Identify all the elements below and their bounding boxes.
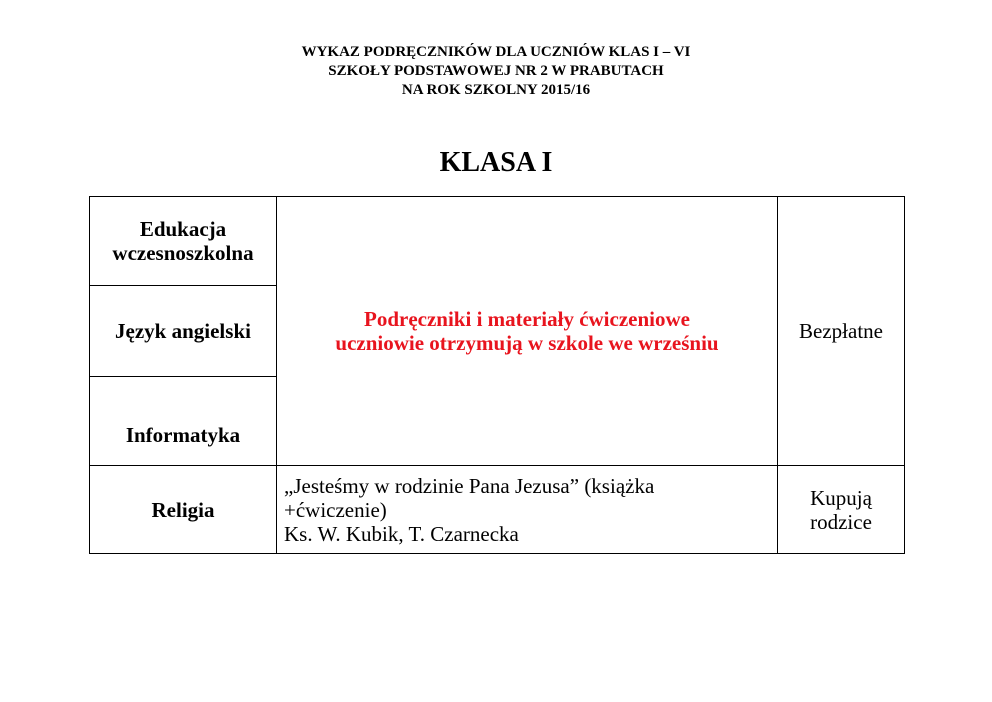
table-row <box>90 197 905 286</box>
shared-notice-cell <box>277 197 778 466</box>
subject-cell-it: Informatyka <box>90 377 277 466</box>
subject-cell-early-education: Edukacja wczesnoszkolna <box>90 197 277 286</box>
shared-cost-cell: Bezpłatne <box>778 197 905 466</box>
document-header <box>0 43 992 100</box>
notice-line-1: Podręczniki i materiały ćwiczeniowe <box>364 307 690 331</box>
book-title-line-1: „Jesteśmy w rodzinie Pana Jezusa” (książka <box>284 473 655 498</box>
table-row <box>90 466 905 554</box>
header-line-3: NA ROK SZKOLNY 2015/16 <box>401 82 591 98</box>
religion-cost-cell <box>778 466 905 554</box>
cost-line-1: Kupują <box>810 485 872 510</box>
cost-line-2: rodzice <box>810 509 872 534</box>
header-line-1: WYKAZ PODRĘCZNIKÓW DLA UCZNIÓW KLAS I – VI <box>301 44 691 60</box>
religion-book-cell <box>277 466 778 554</box>
book-authors: Ks. W. Kubik, T. Czarnecka <box>284 521 519 546</box>
subject-cell-religion: Religia <box>90 466 277 554</box>
class-title: KLASA I <box>439 147 553 178</box>
book-title-line-2: +ćwiczenie) <box>284 497 387 522</box>
textbook-table <box>89 196 905 554</box>
header-line-2: SZKOŁY PODSTAWOWEJ NR 2 W PRABUTACH <box>328 63 664 79</box>
subject-cell-english: Język angielski <box>90 286 277 377</box>
notice-line-2: uczniowie otrzymują w szkole we wrześniu <box>335 331 719 355</box>
